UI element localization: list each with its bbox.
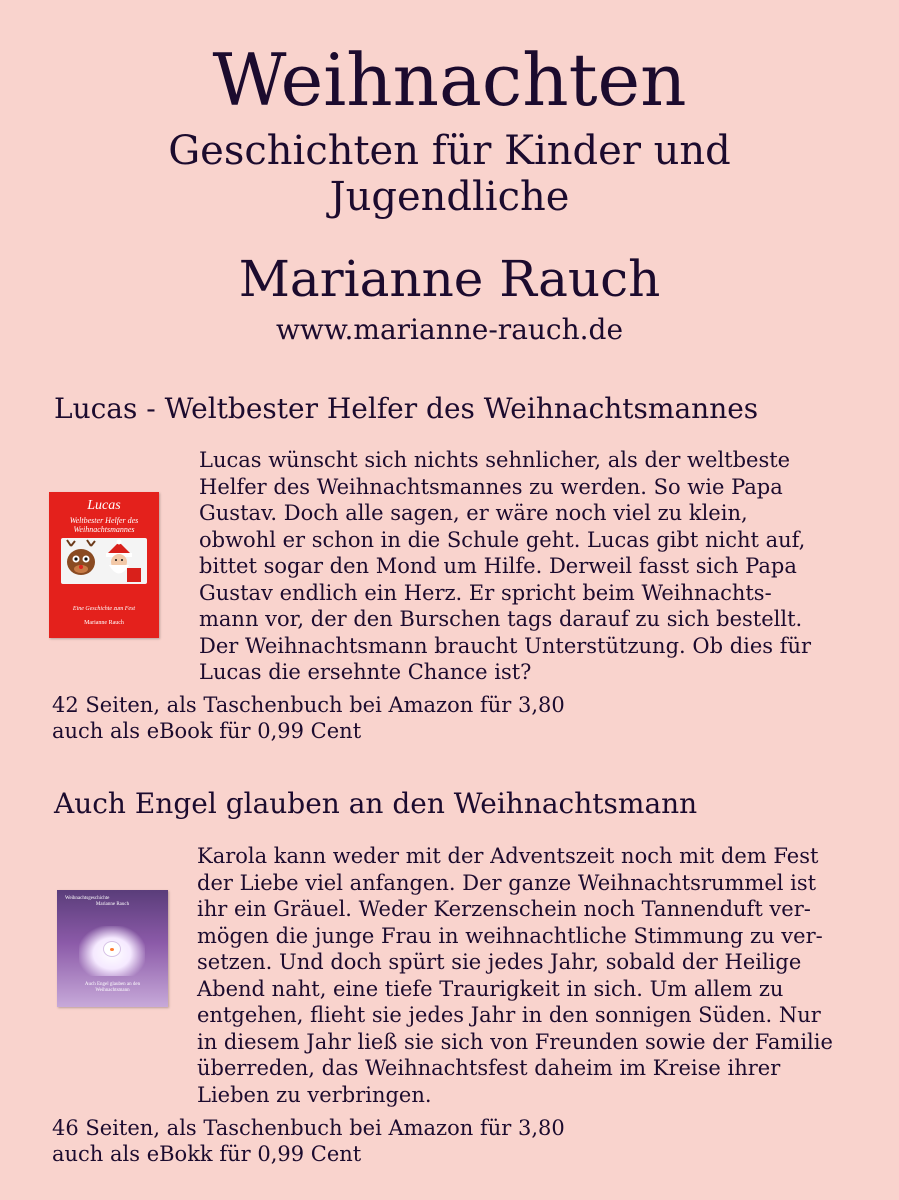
cover-footer-line-2: Weihnachtsmann — [95, 988, 130, 993]
subtitle-line-1: Geschichten für Kinder und — [168, 128, 731, 174]
cover-author: Marianne Rauch — [95, 902, 130, 907]
cover-footer-line-1: Auch Engel glauben an den — [84, 982, 141, 987]
book-meta — [52, 1115, 565, 1167]
book-title: Lucas - Weltbester Helfer des Weihnachtsmannes — [54, 392, 759, 425]
author-name: Marianne Rauch — [238, 250, 661, 308]
cover-footer — [57, 982, 168, 994]
cover-subtitle: Weltbester Helfer des Weihnachtsmannes — [69, 516, 139, 534]
book-meta — [52, 692, 565, 744]
cover-title: Lucas — [87, 498, 121, 513]
cover-illustration — [61, 538, 147, 584]
page-title: Weihnachten — [212, 38, 687, 122]
book-title: Auch Engel glauben an den Weihnachtsmann — [54, 787, 698, 820]
cover-author: Marianne Rauch — [84, 620, 124, 626]
book-cover-image — [57, 890, 168, 1007]
website-link[interactable]: www.marianne-rauch.de — [275, 313, 624, 346]
reindeer-santa-icon — [61, 538, 147, 584]
book-meta-pages-price: 42 Seiten, als Taschenbuch bei Amazon für 3,80 — [52, 693, 565, 717]
snowman-nose-icon — [110, 948, 114, 951]
book-meta-pages-price: 46 Seiten, als Taschenbuch bei Amazon für 3,80 — [52, 1116, 565, 1140]
book-cover-image — [49, 492, 159, 638]
subtitle-line-2: Jugendliche — [329, 174, 570, 220]
page-subtitle — [0, 128, 899, 220]
book-description: Karola kann weder mit der Adventszeit noch mit dem Fest der Liebe viel anfangen. Der ganze Weihnachtsrummel ist ihr ein Gräuel. Weder Kerzenschein noch Tannenduft ver- mögen die junge Frau in weihnachtliche Stimmung zu ver- setzen. Und doch spürt sie jedes Jahr, sobald der Heilige Abend naht, eine tiefe Traurigkeit in sich. Um allem zu entgehen, flieht sie jedes Jahr in den sonnigen Süden. Nur in diesem Jahr ließ sie sich von Freunden sowie der Familie überreden, das Weihnachtsfest daheim im Kreise ihrer Lieben zu verbringen. — [197, 844, 833, 1107]
cover-footer: Eine Geschichte zum Fest — [72, 606, 136, 612]
book-meta-ebook: auch als eBokk für 0,99 Cent — [52, 1142, 362, 1166]
book-meta-ebook: auch als eBook für 0,99 Cent — [52, 719, 362, 743]
cover-label: Weihnachtsgeschichte — [65, 896, 110, 901]
book-description: Lucas wünscht sich nichts sehnlicher, als der weltbeste Helfer des Weihnachtsmannes zu werden. So wie Papa Gustav. Doch alle sagen, er wäre noch viel zu klein, obwohl er schon in die Schule geht. Lucas gibt nicht auf, bittet sogar den Mond um Hilfe. Derweil fasst sich Papa Gustav endlich ein Herz. Er spricht beim Weihnachts- mann vor, der den Burschen tags darauf zu sich bestellt. Der Weihnachtsmann braucht Unterstützung. Ob dies für Lucas die ersehnte Chance ist? — [199, 448, 812, 684]
